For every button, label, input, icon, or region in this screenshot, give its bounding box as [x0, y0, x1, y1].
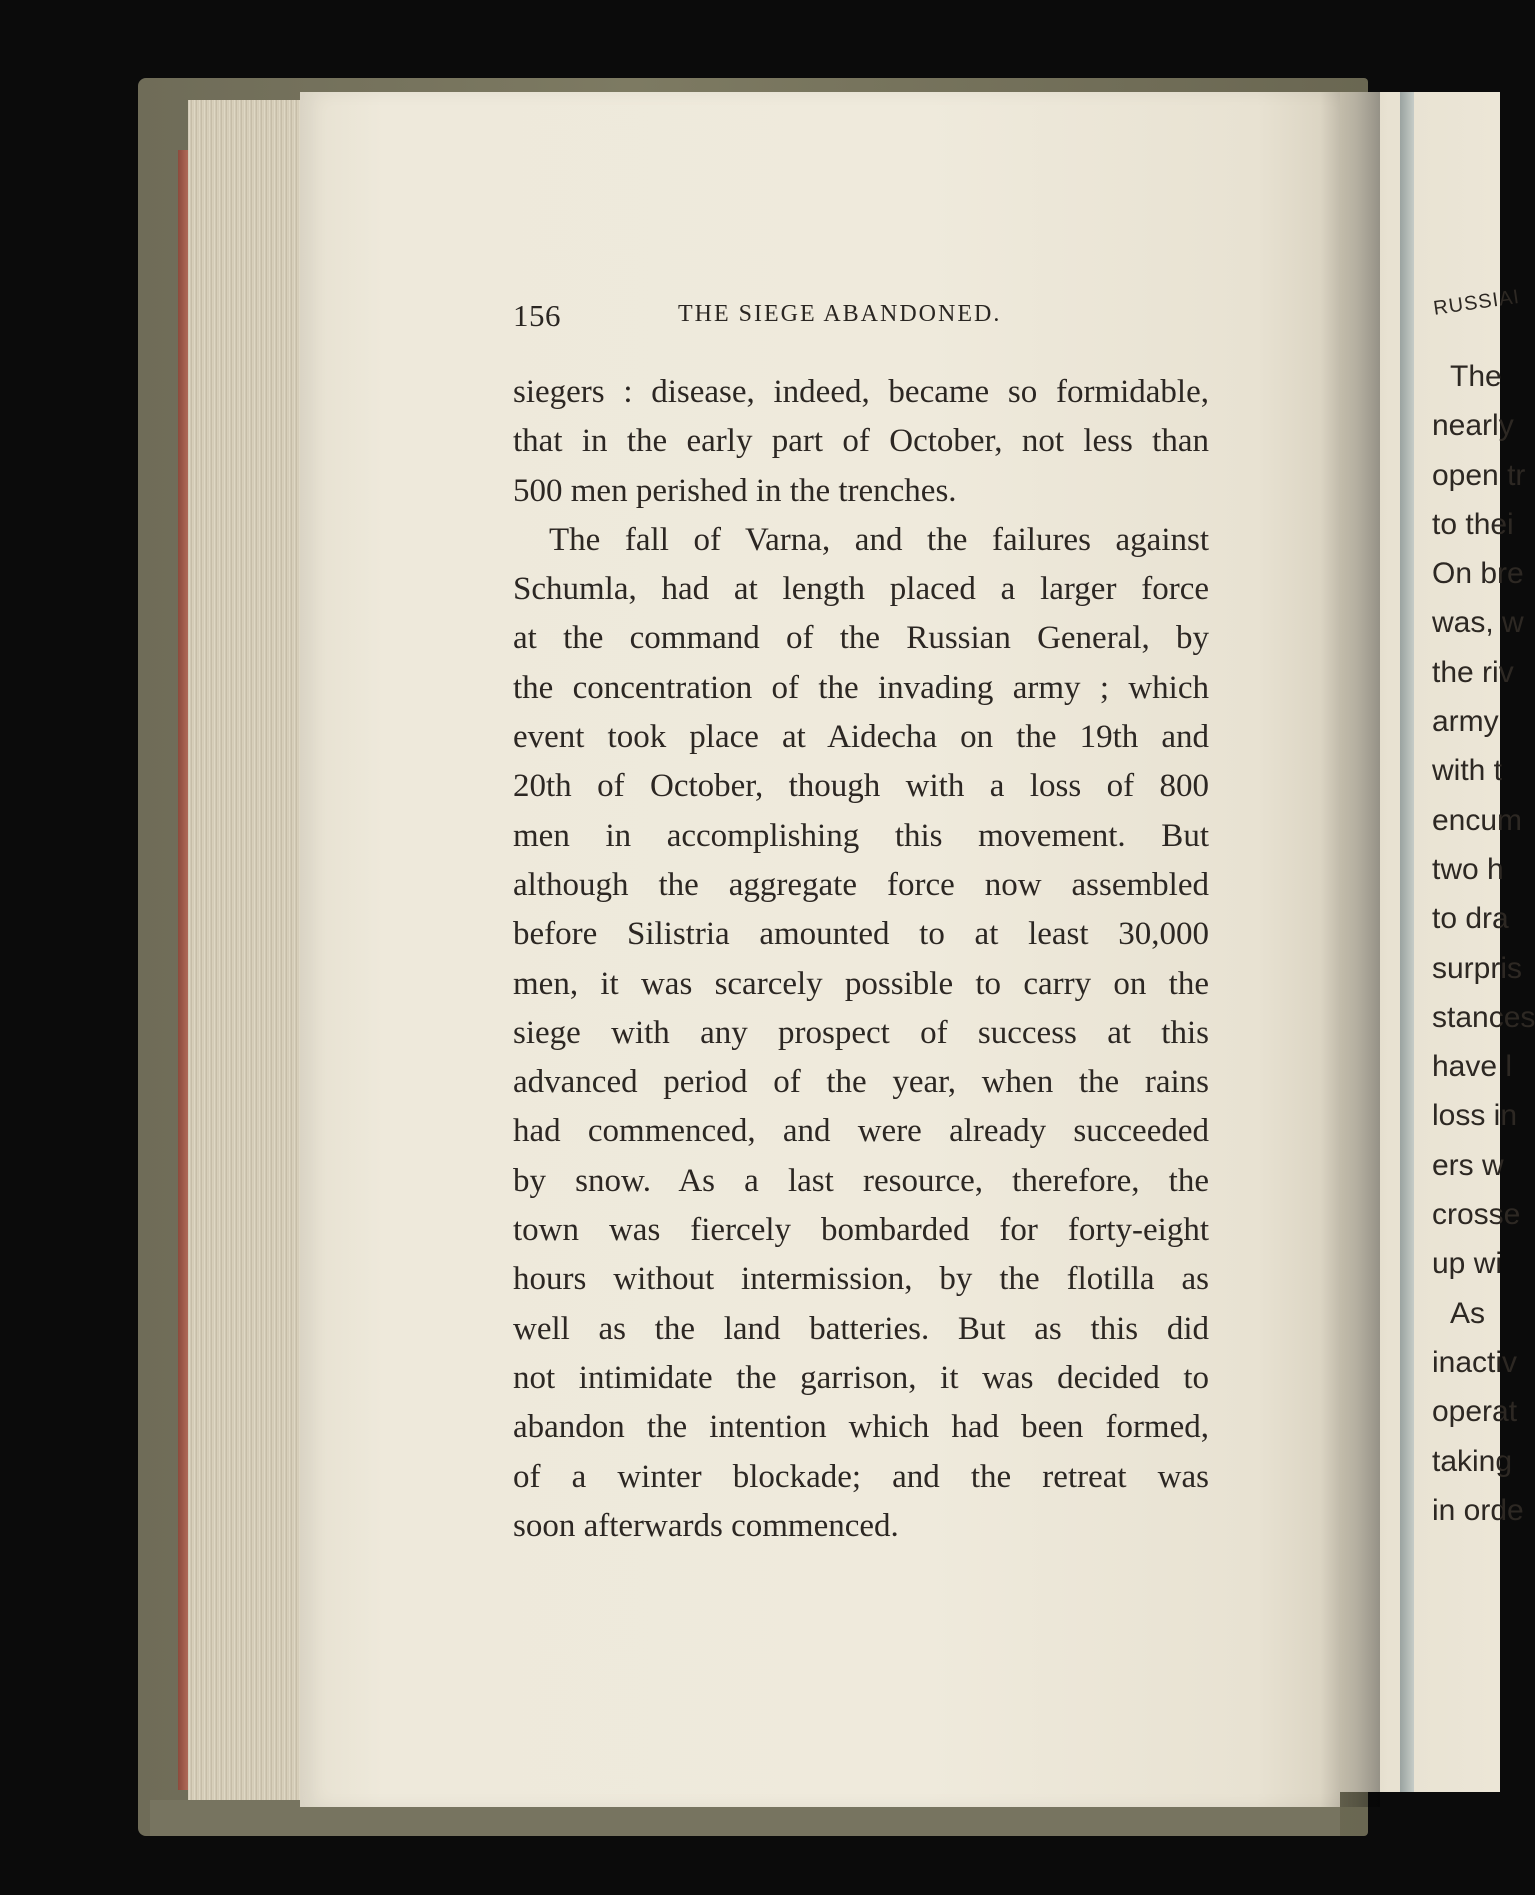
facing-text-line: inactiv — [1432, 1345, 1518, 1379]
facing-text-line: stances — [1432, 1000, 1535, 1034]
page-number: 156 — [513, 298, 561, 333]
facing-text-line: operat — [1432, 1395, 1518, 1429]
red-edge-strip — [178, 150, 188, 1790]
facing-text-line: the riv — [1432, 655, 1514, 689]
text-line: had commenced, and were already succeeded — [513, 1113, 1209, 1150]
page-block-edges — [188, 100, 308, 1800]
text-line: well as the land batteries. But as this did — [513, 1310, 1209, 1347]
text-line: men in accomplishing this movement. But — [513, 817, 1209, 854]
facing-text-line: have l — [1432, 1050, 1513, 1084]
text-line: not intimidate the garrison, it was decided to — [513, 1359, 1209, 1396]
text-line: at the command of the Russian General, by — [513, 620, 1209, 657]
body-text — [513, 368, 1209, 1551]
facing-running-head: RUSSIAI — [1432, 285, 1522, 320]
text-line: advanced period of the year, when the rains — [513, 1064, 1209, 1101]
text-line: men, it was scarcely possible to carry on the — [513, 965, 1209, 1002]
text-line: 500 men perished in the trenches. — [513, 472, 957, 509]
facing-text-line: to thei — [1432, 507, 1514, 541]
facing-text-line: surpris — [1432, 951, 1523, 985]
text-line: before Silistria amounted to at least 30,000 — [513, 916, 1209, 953]
text-line: siege with any prospect of success at this — [513, 1014, 1209, 1051]
facing-text-line: loss in — [1432, 1099, 1518, 1133]
facing-text-line: to dra — [1432, 902, 1509, 936]
text-line: abandon the intention which had been formed, — [513, 1409, 1209, 1446]
facing-text-line: army — [1432, 705, 1499, 739]
running-head — [513, 298, 1213, 338]
facing-page-text — [1432, 285, 1535, 1535]
facing-text-line: in orde — [1432, 1493, 1524, 1527]
text-line: The fall of Varna, and the failures against — [549, 521, 1209, 558]
running-head-title: THE SIEGE ABANDONED. — [678, 301, 1002, 327]
facing-text-line: crosse — [1432, 1198, 1521, 1232]
facing-text-line: with t — [1432, 754, 1503, 788]
page-gutter-shadow — [1320, 92, 1380, 1807]
facing-text-line: As — [1450, 1296, 1486, 1330]
facing-text-line: nearly — [1432, 409, 1514, 443]
text-line: Schumla, had at length placed a larger force — [513, 571, 1209, 608]
text-line: although the aggregate force now assembled — [513, 866, 1209, 903]
text-line: hours without intermission, by the flotilla as — [513, 1261, 1209, 1298]
text-line: town was fiercely bombarded for forty-eight — [513, 1212, 1209, 1249]
facing-text-line: up wi — [1432, 1247, 1503, 1281]
text-line: that in the early part of October, not less than — [513, 423, 1209, 460]
text-line: of a winter blockade; and the retreat was — [513, 1458, 1209, 1495]
text-line: the concentration of the invading army ; which — [513, 669, 1209, 706]
facing-text-line: encum — [1432, 803, 1523, 837]
facing-text-line: two h — [1432, 852, 1504, 886]
text-line: 20th of October, though with a loss of 800 — [513, 768, 1209, 805]
text-line: soon afterwards commenced. — [513, 1507, 899, 1544]
facing-text-line: On bre — [1432, 557, 1524, 591]
text-line: by snow. As a last resource, therefore, the — [513, 1162, 1209, 1199]
text-line: siegers : disease, indeed, became so formidable, — [513, 374, 1209, 410]
facing-page-margin-rule — [1400, 92, 1414, 1792]
facing-text-line: ers w — [1432, 1148, 1504, 1182]
facing-text-line: was, w — [1432, 606, 1524, 640]
facing-text-line: The — [1450, 360, 1502, 393]
text-line: event took place at Aidecha on the 19th and — [513, 719, 1209, 756]
facing-text-line: open tr — [1432, 458, 1526, 492]
facing-text-line: taking — [1432, 1444, 1513, 1478]
